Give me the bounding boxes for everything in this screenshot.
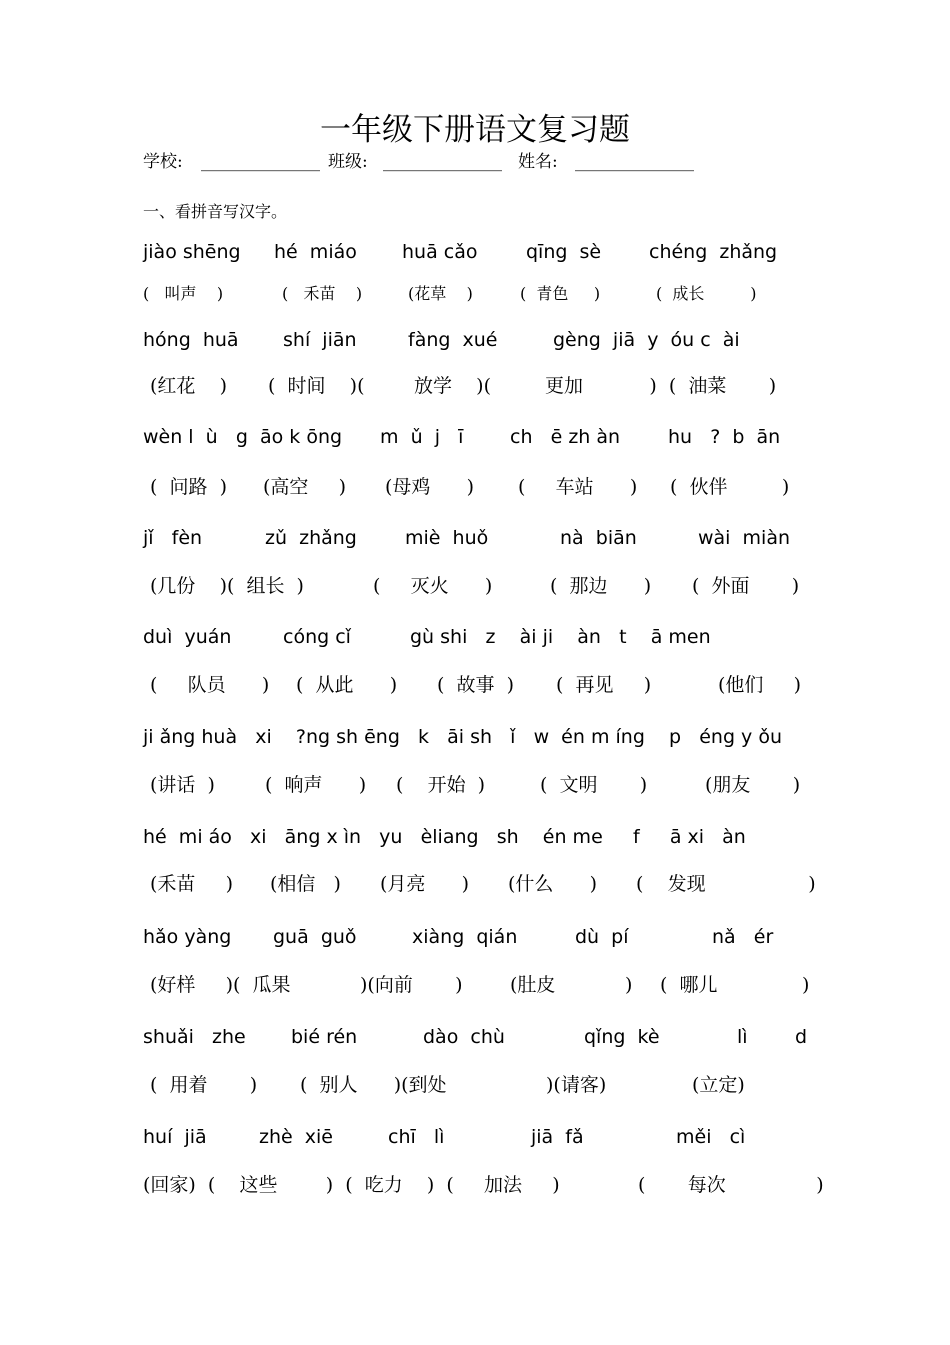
answer-box: (好样 )( 瓜果 (150, 974, 291, 996)
answer-box: )(向前 ) (360, 974, 463, 996)
pinyin-word: ch ē zh àn (510, 426, 621, 448)
pinyin-word: gèng jiā y óu c ài (553, 329, 740, 351)
answer-box: ( 禾苗 ) (282, 284, 363, 303)
answer-box: (立定) (692, 1074, 745, 1096)
answer-row (0, 371, 950, 401)
answer-box: ( 哪儿 ) (660, 974, 810, 996)
pinyin-word: guā guǒ (273, 926, 357, 948)
pinyin-row (0, 922, 950, 952)
answer-box: ( 再见 ) (556, 674, 652, 696)
pinyin-word: huí jiā (143, 1126, 207, 1148)
pinyin-word: chéng zhǎng (649, 241, 778, 263)
pinyin-word: m ǔ j ī (380, 426, 464, 448)
school-blank: ______________ (201, 152, 320, 172)
answer-box: ( 车站 ) (518, 476, 638, 498)
answer-box: (高空 ) (263, 476, 347, 498)
pinyin-word: jiā fǎ (531, 1126, 584, 1148)
class-label: 班级: (328, 152, 368, 172)
pinyin-word: hu ? b ān (668, 426, 781, 448)
page-title: 一年级下册语文复习题 (320, 112, 630, 148)
answer-row (0, 1170, 950, 1200)
answer-box: ( 故事 ) (437, 674, 514, 696)
pinyin-row (0, 1122, 950, 1152)
answer-box: ( 开始 ) (396, 774, 486, 796)
answer-box: ( 响声 ) (265, 774, 367, 796)
pinyin-word: jǐ fèn (143, 527, 203, 549)
pinyin-word: zhè xiē (259, 1126, 333, 1148)
answer-box: (月亮 ) (380, 873, 470, 895)
answer-box: ( 那边 ) (550, 575, 652, 597)
name-blank: ______________ (575, 152, 694, 172)
answer-box: (讲话 ) (150, 774, 215, 796)
pinyin-word: gù shi z ài ji àn t ā men (410, 626, 711, 648)
pinyin-word: měi cì (676, 1126, 746, 1148)
section-heading: 一、看拼音写汉字。 (143, 202, 288, 221)
pinyin-word: fàng xué (408, 329, 498, 351)
pinyin-word: hé miáo (274, 241, 357, 263)
answer-row (0, 869, 950, 899)
pinyin-word: ji ǎng huà xi ?ng sh ēng k āi sh ǐ w én m íng p éng y ǒu (143, 726, 783, 748)
pinyin-word: bié rén (291, 1026, 358, 1048)
pinyin-word: nà biān (560, 527, 637, 549)
answer-box: ( 青色 ) (520, 284, 601, 303)
pinyin-word: wèn l ù g āo k ōng (143, 426, 343, 448)
pinyin-row (0, 325, 950, 355)
answer-box: ( 外面 ) (692, 575, 800, 597)
pinyin-word: hǎo yàng (143, 926, 232, 948)
answer-box: (回家) ( 这些 ) ( 吃力 ) ( 加法 ) (143, 1174, 560, 1196)
answer-box: (红花 ) (150, 375, 227, 397)
pinyin-word: xiàng qián (412, 926, 518, 948)
answer-row (0, 970, 950, 1000)
student-info-row (143, 150, 823, 174)
name-label: 姓名: (518, 152, 558, 172)
pinyin-word: qǐng kè (584, 1026, 660, 1048)
answer-box: ( 文明 ) (540, 774, 648, 796)
pinyin-word: miè huǒ (405, 527, 489, 549)
pinyin-word: shí jiān (283, 329, 357, 351)
pinyin-word: hé mi áo xi āng x ìn yu èliang sh én me f ā xi àn (143, 826, 746, 848)
answer-box: ( 时间 )( (268, 375, 365, 397)
pinyin-row (0, 622, 950, 652)
pinyin-word: d (795, 1026, 808, 1048)
answer-row (0, 770, 950, 800)
answer-box: ( 成长 ) (656, 284, 757, 303)
pinyin-word: qīng sè (526, 241, 602, 263)
pinyin-row (0, 1022, 950, 1052)
answer-box: (什么 ) (508, 873, 598, 895)
pinyin-word: lì (737, 1026, 748, 1048)
pinyin-word: huā cǎo (402, 241, 478, 263)
answer-box: ( 问路 ) (150, 476, 227, 498)
answer-box: ( 每次 ) (638, 1174, 824, 1196)
answer-box: (几份 )( 组长 ) (150, 575, 304, 597)
pinyin-row (0, 523, 950, 553)
answer-box: ( 叫声 ) (143, 284, 224, 303)
pinyin-word: nǎ ér (712, 926, 774, 948)
answer-box: ( 队员 ) (150, 674, 270, 696)
answer-box: (母鸡 ) (385, 476, 475, 498)
answer-row (0, 472, 950, 502)
pinyin-word: dào chù (423, 1026, 505, 1048)
pinyin-word: dù pí (575, 926, 629, 948)
pinyin-word: jiào shēng (143, 241, 241, 263)
answer-box: ) (625, 974, 633, 996)
answer-box: ( 灭火 ) (373, 575, 493, 597)
pinyin-row (0, 422, 950, 452)
answer-box: (肚皮 (510, 974, 556, 996)
answer-box: ( 发现 ) (636, 873, 816, 895)
pinyin-word: shuǎi zhe (143, 1026, 246, 1048)
answer-box: )(请客) (546, 1074, 607, 1096)
answer-box: (相信 ) (270, 873, 341, 895)
answer-row (0, 670, 950, 700)
pinyin-word: zǔ zhǎng (265, 527, 357, 549)
answer-box: ( 用着 ) (150, 1074, 258, 1096)
answer-row (0, 1070, 950, 1100)
answer-box: (朋友 ) (705, 774, 801, 796)
answer-box: ( 从此 ) (296, 674, 398, 696)
class-blank: ______________ (383, 152, 502, 172)
answer-row (0, 571, 950, 601)
pinyin-row (0, 237, 950, 267)
answer-box: (禾苗 ) (150, 873, 234, 895)
pinyin-row (0, 822, 950, 852)
pinyin-word: cóng cǐ (283, 626, 351, 648)
answer-box: ( 别人 )(到处 (300, 1074, 447, 1096)
school-label: 学校: (143, 152, 183, 172)
answer-box: 放学 )( (414, 375, 491, 397)
pinyin-row (0, 722, 950, 752)
pinyin-word: hóng huā (143, 329, 239, 351)
answer-box: (花草 ) (408, 284, 473, 303)
answer-box: (他们 ) (718, 674, 802, 696)
answer-box: ( 伙伴 ) (670, 476, 790, 498)
pinyin-word: duì yuán (143, 626, 232, 648)
pinyin-word: chī lì (388, 1126, 445, 1148)
answer-row (0, 279, 950, 309)
answer-box: 更加 ) ( 油菜 ) (545, 375, 777, 397)
pinyin-word: wài miàn (698, 527, 791, 549)
